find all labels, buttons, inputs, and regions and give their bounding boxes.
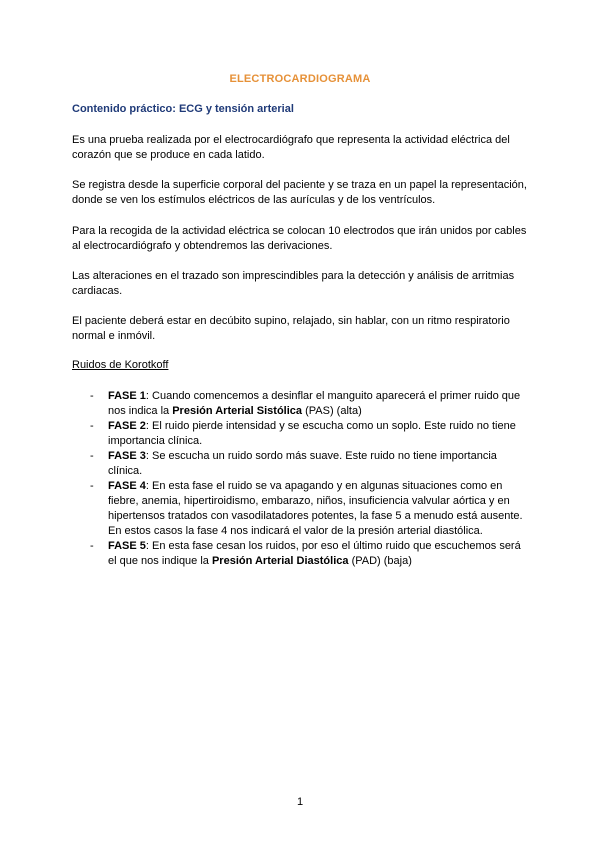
phase-text: : El ruido pierde intensidad y se escucha como un soplo. Este ruido no tiene importancia clínica.: [108, 420, 516, 447]
list-item-fase-2: [72, 419, 532, 449]
list-item-fase-3: [72, 449, 532, 479]
phase-text: : En esta fase el ruido se va apagando y en algunas situaciones como en fiebre, anemia, hipertiroidismo, embarazo, niños, insuficiencia valvular aórtica y en hipertensos tratados con vasodilatadores potentes, la fase 5 a menudo está ausente. En estos casos la fase 4 nos indicará el valor de la presión arterial diastólica.: [108, 480, 523, 537]
page-number: 1: [296, 796, 304, 808]
section-heading-korotkoff: Ruidos de Korotkoff: [72, 359, 169, 371]
phase-text-after: (PAD) (baja): [348, 555, 412, 567]
bullet-dash: -: [90, 390, 94, 402]
paragraph-electrodos: Para la recogida de la actividad eléctrica se colocan 10 electrodos que irán unidos por cables al electrocardiógrafo y obtendremos las derivaciones.: [72, 225, 527, 252]
paragraph-alteraciones: Las alteraciones en el trazado son imprescindibles para la detección y análisis de arritmias cardiacas.: [72, 270, 515, 297]
bullet-dash: -: [90, 450, 94, 462]
phase-label: FASE 2: [108, 420, 146, 432]
phases-list: [72, 389, 532, 569]
list-item-fase-5: [72, 539, 532, 569]
paragraph-definition: Es una prueba realizada por el electrocardiógrafo que representa la actividad eléctrica del corazón que se produce en cada latido.: [72, 134, 510, 161]
phase-text: : En esta fase cesan los ruidos, por eso el último ruido que escuchemos será el que nos indique la: [108, 540, 521, 567]
bullet-dash: -: [90, 480, 94, 492]
phase-text: : Se escucha un ruido sordo más suave. Este ruido no tiene importancia clínica.: [108, 450, 497, 477]
phase-label: FASE 4: [108, 480, 146, 492]
document-title: ELECTROCARDIOGRAMA: [229, 73, 371, 85]
phase-text-after: (PAS) (alta): [302, 405, 362, 417]
phase-bold-term: Presión Arterial Diastólica: [211, 555, 349, 567]
paragraph-paciente: El paciente deberá estar en decúbito supino, relajado, sin hablar, con un ritmo respiratorio normal e inmóvil.: [72, 315, 510, 342]
document-subtitle: Contenido práctico: ECG y tensión arterial: [72, 103, 294, 115]
phase-bold-term: Presión Arterial Sistólica: [172, 405, 303, 417]
bullet-dash: -: [90, 540, 94, 552]
phase-label: FASE 1: [108, 390, 146, 402]
phase-label: FASE 5: [108, 540, 146, 552]
list-item-fase-1: [72, 389, 532, 419]
paragraph-registro: Se registra desde la superficie corporal del paciente y se traza en un papel la representación, donde se ven los estímulos eléctricos de las aurículas y de los ventrículos.: [72, 179, 527, 206]
bullet-dash: -: [90, 420, 94, 432]
phase-text: : Cuando comencemos a desinflar el manguito aparecerá el primer ruido que nos indica la: [108, 390, 521, 417]
list-item-fase-4: [72, 479, 532, 539]
phase-label: FASE 3: [108, 450, 146, 462]
